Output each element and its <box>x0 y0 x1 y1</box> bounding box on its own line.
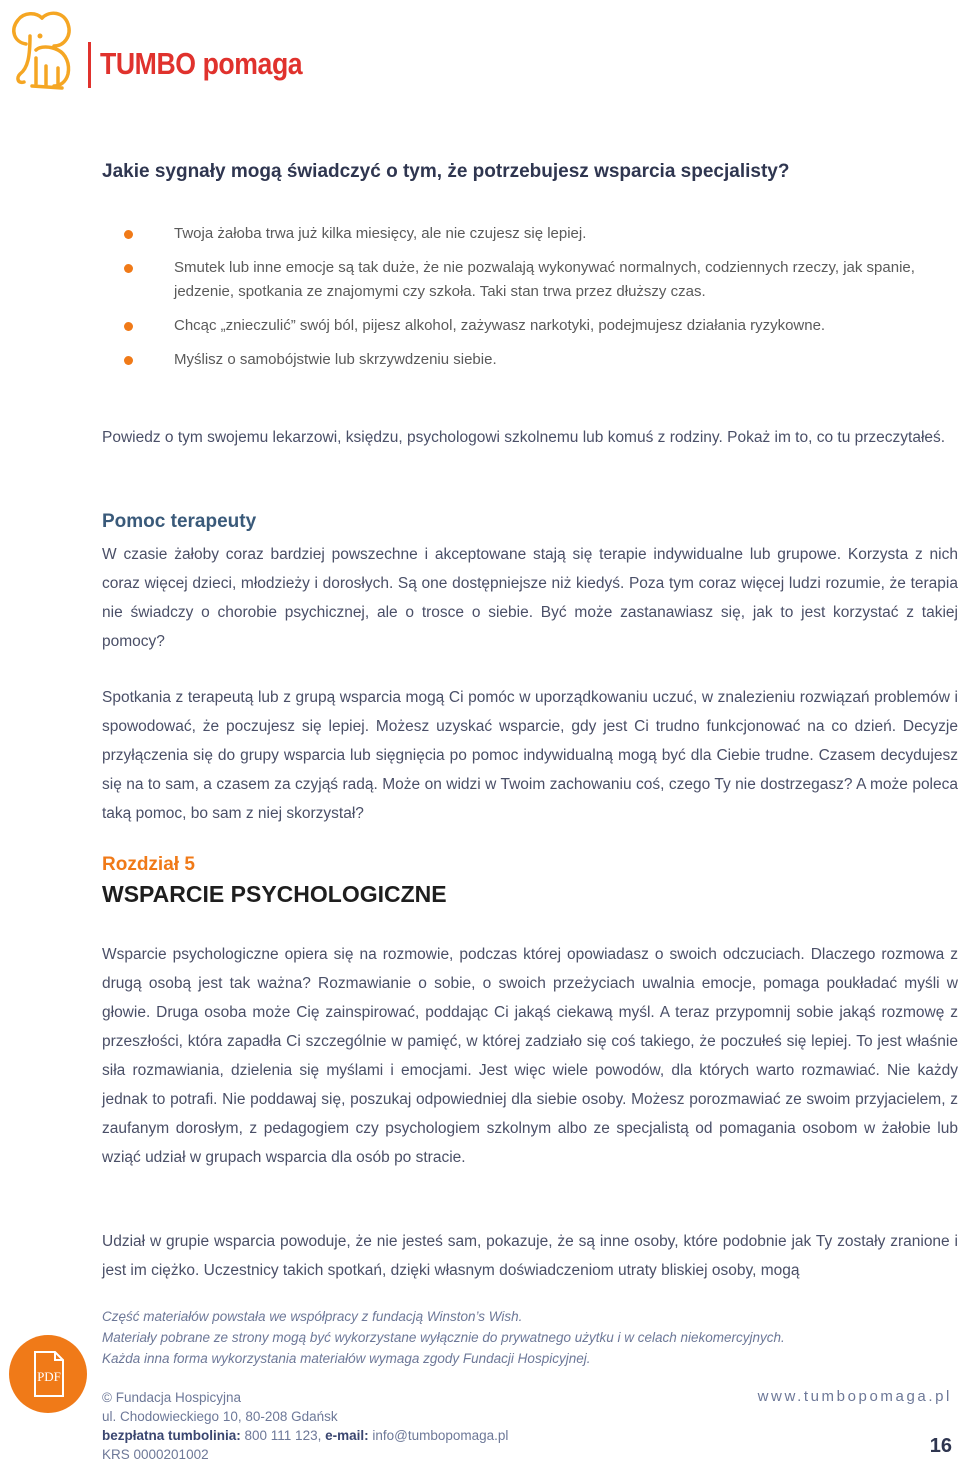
list-item <box>102 256 958 304</box>
signals-list <box>102 222 958 382</box>
email-link[interactable]: info@tumbopomaga.pl <box>368 1428 509 1443</box>
page-number: 16 <box>929 1435 952 1457</box>
email-label: e-mail: <box>325 1428 369 1443</box>
bullet-dot-icon <box>124 230 133 239</box>
paragraph-therapy-2: Spotkania z terapeutą lub z grupą wsparcia mogą Ci pomóc w uporządkowaniu uczuć, w znalezieniu rozwiązań problemów i spowodować, że poczujesz się lepiej. Możesz uzyskać wsparcie, gdy jest Ci trudno funkcjonować na co dzień. Decyzje przyłączenia się do grupy wsparcia lub sięgnięcia po pomoc indywidualną mogą być dla Ciebie trudne. Czasem decydujesz się na to sam, a czasem za czyjąś radą. Może on widzi w Twoim zachowaniu coś, czego Ty nie dostrzegasz? A może poleca taką pomoc, bo sam z niej skorzystał? <box>102 689 958 822</box>
paragraph-support-1: Wsparcie psychologiczne opiera się na rozmowie, podczas której opowiadasz o swoich odczuciach. Dlaczego rozmowa z drugą osobą jest tak ważna? Rozmawianie o sobie, o swoich przeżyciach uwalnia emocje, pomaga poukładać myśli w głowie. Druga osoba może Cię zainspirować, poddając Ci jakąś ciekawą myśl. A teraz przypomnij sobie jakąś rozmowę z przeszłości, która zapadła Ci szczególnie w pamięć, w której zadziało się coś takiego, że poczułeś się lepiej. To jest właśnie siła rozmawiania, dzielenia się myślami i emocjami. Jest więc wiele powodów, dla których warto rozmawiać. Nie każdy jednak to potrafi. Nie poddawaj się, poszukaj odpowiedniej dla siebie osoby. Możesz porozmawiać ze swoim przyjacielem, z zaufanym dorosłym, z pedagogiem czy psychologiem szkolnym albo ze specjalistą od pomagania osobom w żałobie lub wziąć udział w grupach wsparcia dla osób po stracie. <box>102 946 958 1166</box>
section-heading-therapy: Pomoc terapeuty <box>102 511 257 532</box>
hotline-label: bezpłatna tumbolinia: <box>102 1428 241 1443</box>
bullet-dot-icon <box>124 322 133 331</box>
paragraph-support-2: Udział w grupie wsparcia powoduje, że nie jesteś sam, pokazuje, że są inne osoby, które podobnie jak Ty zostały zranione i jest im ciężko. Uczestnicy takich spotkań, dzięki własnym doświadczeniom utraty bliskiej osoby, mogą <box>102 1233 958 1279</box>
list-item <box>102 314 958 338</box>
disclaimer-line: Materiały pobrane ze strony mogą być wykorzystane wyłącznie do prywatnego użytku i w celach niekomercyjnych. <box>102 1330 785 1345</box>
footer-contact <box>102 1388 508 1464</box>
disclaimer-line: Każda inna forma wykorzystania materiałów wymaga zgody Fundacji Hospicyjnej. <box>102 1351 591 1366</box>
page-header <box>0 0 960 100</box>
paragraph-advice: Powiedz o tym swojemu lekarzowi, księdzu, psychologowi szkolnemu lub komuś z rodziny. Pokaż im to, co tu przeczytałeś. <box>102 429 946 446</box>
footer-address: ul. Chodowieckiego 10, 80-208 Gdańsk <box>102 1409 338 1424</box>
website-link[interactable]: www.tumbopomaga.pl <box>757 1388 952 1405</box>
footer-organization: © Fundacja Hospicyjna <box>102 1390 242 1405</box>
brand-name: TUMBO pomaga <box>100 46 303 81</box>
pdf-icon <box>8 1334 88 1414</box>
elephant-logo-icon <box>6 6 76 92</box>
list-item <box>102 348 958 372</box>
footer-contact-line <box>102 1426 508 1445</box>
pdf-icon-label: PDF <box>37 1369 61 1384</box>
list-item-text: Chcąc „znieczulić” swój ból, pijesz alkohol, zażywasz narkotyki, podejmujesz działania ryzykowne. <box>174 317 826 334</box>
chapter-title: WSPARCIE PSYCHOLOGICZNE <box>102 881 447 907</box>
list-item-text: Smutek lub inne emocje są tak duże, że nie pozwalają wykonywać normalnych, codziennych rzeczy, jak spanie, jedzenie, spotkania ze znajomymi czy szkoła. Taki stan trwa przez dłuższy czas. <box>174 259 915 300</box>
footer-disclaimer <box>102 1306 952 1369</box>
list-item <box>102 222 958 246</box>
list-item-text: Twoja żałoba trwa już kilka miesięcy, ale nie czujesz się lepiej. <box>174 225 587 242</box>
disclaimer-line: Część materiałów powstała we współpracy z fundacją Winston’s Wish. <box>102 1309 523 1324</box>
bullet-dot-icon <box>124 356 133 365</box>
paragraph-therapy-1: W czasie żałoby coraz bardziej powszechne i akceptowane stają się terapie indywidualne lub grupowe. Korzysta z nich coraz więcej dzieci, młodzieży i dorosłych. Są one dostępniejsze niż kiedyś. Poza tym coraz więcej ludzi rozumie, że terapia nie świadczy o chorobie psychicznej, ale o trosce o siebie. Być może zastanawiasz się, jak to jest korzystać z takiej pomocy? <box>102 546 958 650</box>
bullet-dot-icon <box>124 264 133 273</box>
section-heading-signals: Jakie sygnały mogą świadczyć o tym, że potrzebujesz wsparcia specjalisty? <box>102 161 790 182</box>
footer-krs: KRS 0000201002 <box>102 1447 209 1462</box>
hotline-value[interactable]: 800 111 123, <box>240 1428 326 1443</box>
brand-divider <box>88 42 91 88</box>
chapter-label: Rozdział 5 <box>102 854 195 875</box>
list-item-text: Myślisz o samobójstwie lub skrzywdzeniu siebie. <box>174 351 497 368</box>
